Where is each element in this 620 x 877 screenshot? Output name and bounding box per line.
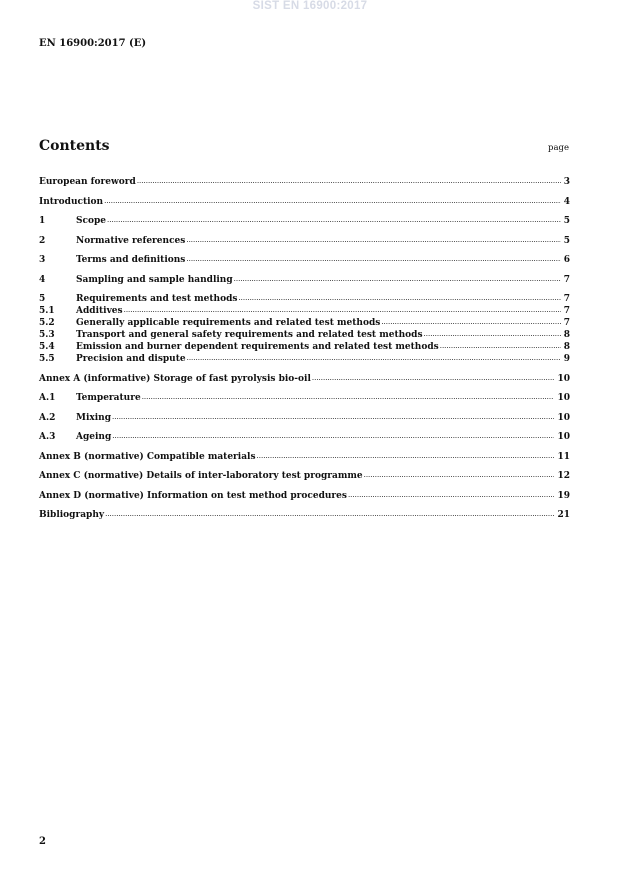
dot-leader: [124, 304, 561, 316]
toc-entry-page: 5: [563, 235, 570, 246]
toc-entry-title: Normative references: [76, 235, 186, 246]
toc-entry[interactable]: [39, 254, 570, 266]
table-of-contents: [39, 176, 570, 521]
toc-entry-title: Transport and general safety requirements and related test methods: [76, 330, 423, 340]
toc-entry[interactable]: [39, 353, 570, 365]
dot-leader: [104, 195, 561, 207]
dot-leader: [257, 450, 555, 462]
toc-entry[interactable]: [39, 176, 570, 188]
toc-entry-title: Additives: [76, 306, 123, 316]
toc-entry-page: 8: [563, 330, 570, 340]
toc-entry[interactable]: [39, 451, 570, 463]
toc-entry-page: 3: [563, 177, 570, 187]
toc-entry-page: 12: [557, 471, 570, 481]
toc-entry-title: Temperature: [76, 393, 141, 403]
toc-entry-page: 8: [563, 342, 570, 352]
toc-entry-number: 5.1: [39, 306, 55, 316]
toc-entry-number: 5.2: [39, 318, 55, 328]
toc-entry-title: Annex A (informative) Storage of fast pyrolysis bio-oil: [39, 373, 311, 384]
toc-entry-title: Emission and burner dependent requirements and related test methods: [76, 342, 439, 352]
dot-leader: [312, 372, 555, 384]
toc-entry-number: 2: [39, 235, 46, 246]
toc-entry-title: Annex D (normative) Information on test method procedures: [39, 490, 347, 501]
toc-entry-page: 7: [563, 318, 570, 328]
dot-leader: [112, 411, 554, 423]
toc-entry-title: Annex B (normative) Compatible materials: [39, 451, 256, 462]
toc-entry-title: Introduction: [39, 196, 104, 207]
toc-entry-number: 3: [39, 255, 46, 265]
toc-entry-page: 5: [563, 216, 570, 226]
toc-entry[interactable]: [39, 196, 570, 208]
toc-entry-number: 4: [39, 274, 46, 285]
dot-leader: [137, 175, 561, 187]
document-id: EN 16900:2017 (E): [39, 38, 147, 49]
dot-leader: [381, 316, 560, 328]
toc-entry-title: Terms and definitions: [76, 255, 186, 265]
toc-entry-page: 7: [563, 274, 570, 285]
toc-entry-page: 4: [563, 196, 570, 207]
toc-entry[interactable]: [39, 215, 570, 227]
toc-entry[interactable]: [39, 373, 570, 385]
toc-entry-number: 5: [39, 294, 46, 304]
toc-entry-page: 7: [563, 306, 570, 316]
toc-entry-title: European foreword: [39, 177, 136, 187]
toc-entry-page: 10: [557, 412, 570, 423]
toc-entry-title: Precision and dispute: [76, 354, 186, 364]
dot-leader: [440, 340, 561, 352]
toc-entry-title: Annex C (normative) Details of inter-laboratory test programme: [39, 471, 363, 481]
toc-entry-page: 11: [557, 451, 570, 462]
dot-leader: [105, 508, 554, 520]
toc-entry[interactable]: [39, 470, 570, 482]
toc-entry[interactable]: [39, 490, 570, 502]
page-column-label: page: [548, 143, 569, 153]
dot-leader: [364, 469, 555, 481]
toc-entry-title: Generally applicable requirements and related test methods: [76, 318, 381, 328]
watermark: SIST EN 16900:2017: [252, 0, 368, 12]
toc-entry-page: 7: [563, 294, 570, 304]
toc-entry[interactable]: [39, 412, 570, 424]
toc-entry-number: A.2: [39, 412, 56, 423]
toc-entry-page: 21: [557, 510, 570, 520]
toc-entry-number: 1: [39, 216, 46, 226]
toc-entry-page: 19: [557, 490, 570, 501]
toc-entry-title: Ageing: [76, 432, 112, 442]
dot-leader: [186, 253, 560, 265]
dot-leader: [112, 430, 554, 442]
toc-entry-title: Mixing: [76, 412, 112, 423]
toc-entry-title: Requirements and test methods: [76, 294, 238, 304]
toc-entry-page: 10: [557, 373, 570, 384]
toc-entry-number: 5.4: [39, 342, 55, 352]
toc-entry[interactable]: [39, 392, 570, 404]
toc-entry-page: 10: [557, 432, 570, 442]
dot-leader: [186, 234, 560, 246]
toc-entry-page: 6: [563, 255, 570, 265]
toc-entry-number: A.1: [39, 393, 56, 403]
toc-entry-page: 9: [563, 354, 570, 364]
contents-heading: Contents: [39, 138, 110, 154]
toc-entry-number: 5.3: [39, 330, 55, 340]
toc-entry-page: 10: [557, 393, 570, 403]
toc-entry[interactable]: [39, 509, 570, 521]
dot-leader: [348, 489, 555, 501]
toc-entry[interactable]: [39, 431, 570, 443]
toc-entry-title: Sampling and sample handling: [76, 274, 233, 285]
dot-leader: [142, 391, 555, 403]
dot-leader: [424, 328, 561, 340]
dot-leader: [187, 352, 561, 364]
dot-leader: [238, 292, 560, 304]
toc-entry-title: Bibliography: [39, 510, 105, 520]
toc-entry[interactable]: [39, 235, 570, 247]
dot-leader: [234, 273, 561, 285]
toc-entry-number: A.3: [39, 432, 56, 442]
page-number: 2: [39, 836, 46, 847]
toc-entry-title: Scope: [76, 216, 107, 226]
toc-entry[interactable]: [39, 274, 570, 286]
dot-leader: [107, 214, 561, 226]
toc-entry-number: 5.5: [39, 354, 55, 364]
